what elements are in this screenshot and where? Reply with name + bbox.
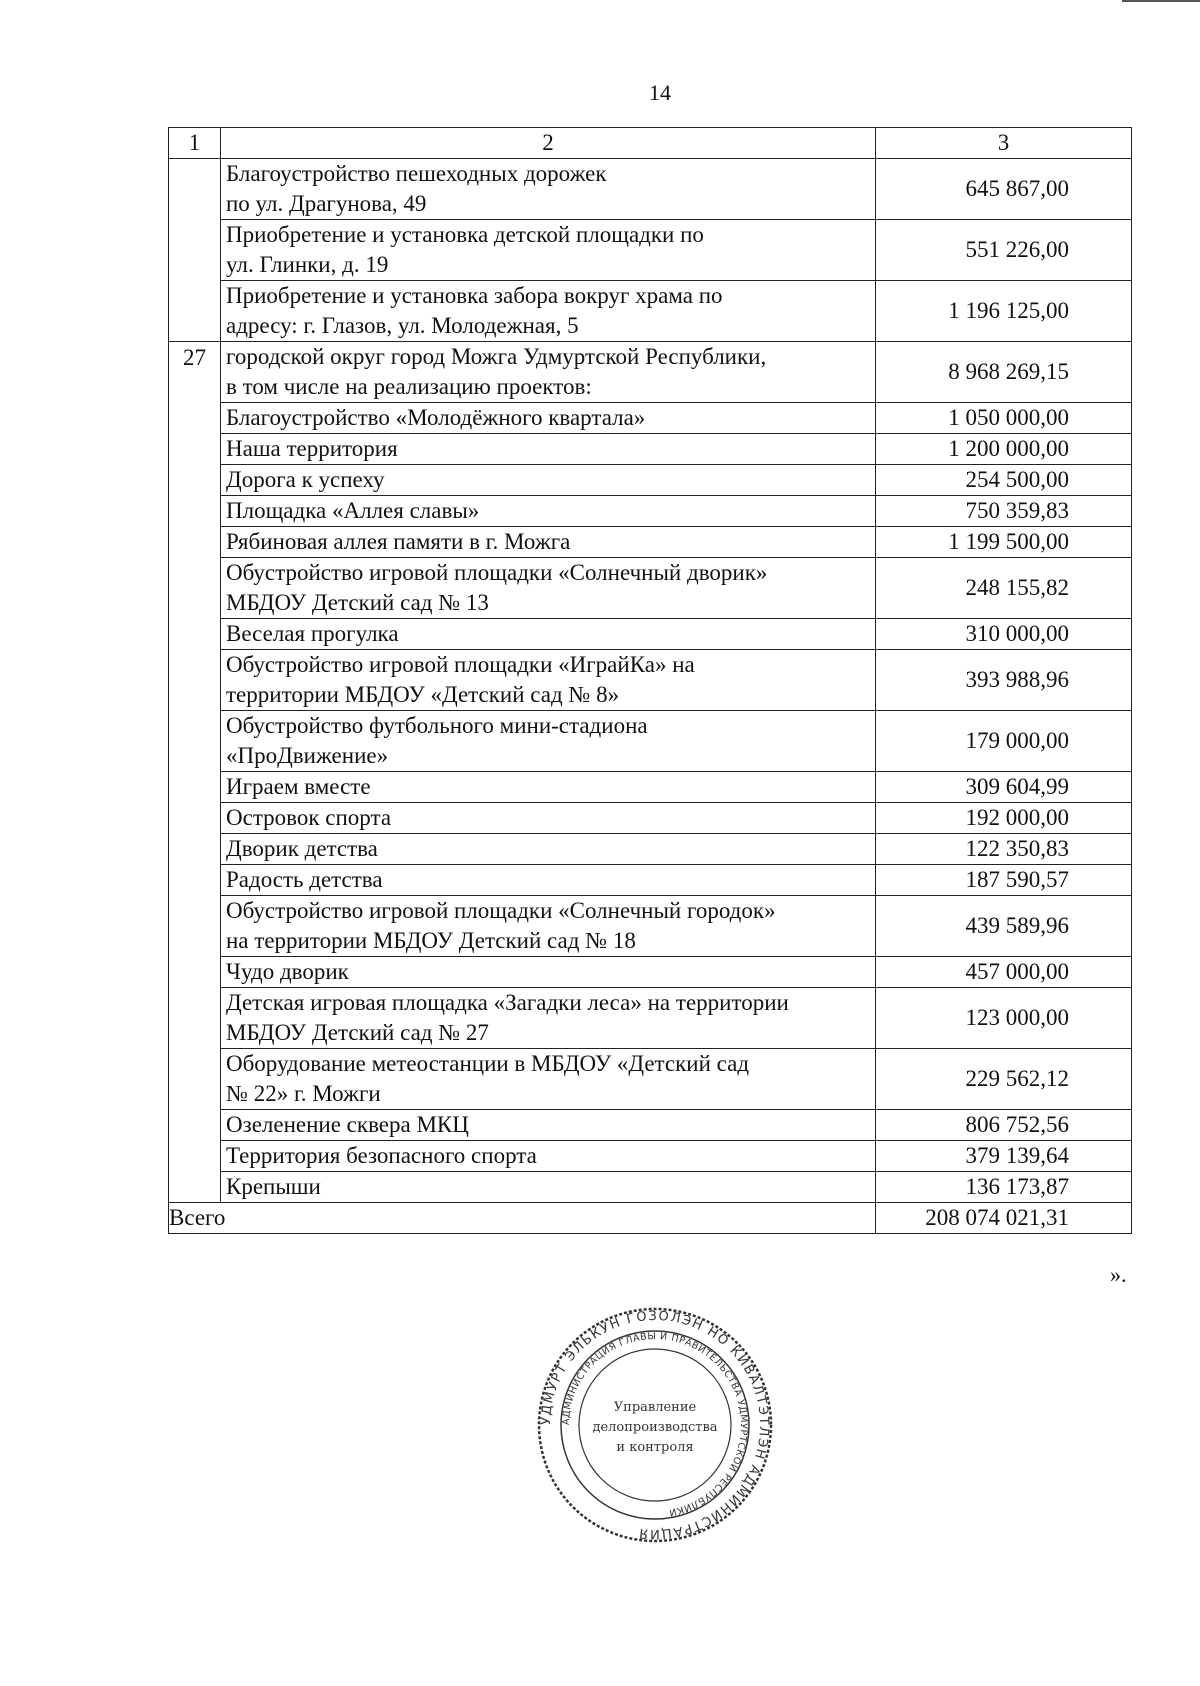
row-amount: 248 155,82 xyxy=(876,558,1132,619)
row-name-line: Крепыши xyxy=(226,1174,321,1199)
table-row xyxy=(169,896,1132,957)
row-name xyxy=(221,558,876,619)
table-row xyxy=(169,434,1132,465)
table-row xyxy=(169,465,1132,496)
row-name-line: в том числе на реализацию проектов: xyxy=(226,374,592,399)
row-name xyxy=(221,1049,876,1110)
row-number xyxy=(169,957,221,988)
row-name xyxy=(221,988,876,1049)
row-number xyxy=(169,1172,221,1203)
row-name-line: «ПроДвижение» xyxy=(226,743,389,768)
row-name xyxy=(221,403,876,434)
row-amount: 393 988,96 xyxy=(876,650,1132,711)
row-name xyxy=(221,772,876,803)
row-name-line: Площадка «Аллея славы» xyxy=(226,498,480,523)
row-name xyxy=(221,281,876,342)
row-amount: 187 590,57 xyxy=(876,865,1132,896)
row-number xyxy=(169,220,221,281)
seal-center-line-3: и контроля xyxy=(616,1440,694,1455)
page-number: 14 xyxy=(649,80,671,105)
row-amount: 310 000,00 xyxy=(876,619,1132,650)
row-name-line: Дорога к успеху xyxy=(226,467,385,492)
row-number xyxy=(169,1141,221,1172)
table-row xyxy=(169,1172,1132,1203)
row-name xyxy=(221,896,876,957)
row-name-line: Территория безопасного спорта xyxy=(226,1143,537,1168)
row-name xyxy=(221,342,876,403)
row-name-line: городской округ город Можга Удмуртской Республики, xyxy=(226,344,767,369)
row-name-line: Наша территория xyxy=(226,436,398,461)
row-name-line: Обустройство игровой площадки «ИграйКа» на xyxy=(226,652,695,677)
row-name xyxy=(221,434,876,465)
table-row xyxy=(169,834,1132,865)
table-row xyxy=(169,527,1132,558)
row-number xyxy=(169,834,221,865)
row-name-line: МБДОУ Детский сад № 27 xyxy=(226,1020,489,1045)
row-amount: 1 199 500,00 xyxy=(876,527,1132,558)
row-number xyxy=(169,711,221,772)
projects-table xyxy=(168,127,1132,1234)
table-row xyxy=(169,957,1132,988)
row-amount: 806 752,56 xyxy=(876,1110,1132,1141)
row-name xyxy=(221,803,876,834)
row-number xyxy=(169,1110,221,1141)
table-row xyxy=(169,865,1132,896)
row-name-line: Обустройство футбольного мини-стадиона xyxy=(226,713,648,738)
row-name-line: Приобретение и установка детской площадки по xyxy=(226,222,704,247)
table-row xyxy=(169,1049,1132,1110)
table-body xyxy=(169,128,1132,1234)
row-amount: 750 359,83 xyxy=(876,496,1132,527)
row-number xyxy=(169,403,221,434)
row-name xyxy=(221,650,876,711)
top-edge-rule xyxy=(1122,0,1200,2)
row-amount: 1 200 000,00 xyxy=(876,434,1132,465)
row-name-line: МБДОУ Детский сад № 13 xyxy=(226,590,489,615)
row-name xyxy=(221,220,876,281)
row-name-line: Чудо дворик xyxy=(226,959,349,984)
header-col-3: 3 xyxy=(876,128,1132,159)
row-name-line: Рябиновая аллея памяти в г. Можга xyxy=(226,529,571,554)
row-number xyxy=(169,434,221,465)
row-amount: 192 000,00 xyxy=(876,803,1132,834)
table-row xyxy=(169,342,1132,403)
row-number xyxy=(169,988,221,1049)
row-amount: 229 562,12 xyxy=(876,1049,1132,1110)
closing-quote: ». xyxy=(1110,1262,1127,1287)
total-label: Всего xyxy=(169,1203,876,1234)
row-name-line: Оборудование метеостанции в МБДОУ «Детский сад xyxy=(226,1051,750,1076)
seal-outer-text: УДМУРТ ЭЛЬКУН ГОЗОЛЭН НО КИВАЛТЭТЛЭН АДМИНИСТРАЦИЯ xyxy=(538,1308,772,1542)
row-amount: 123 000,00 xyxy=(876,988,1132,1049)
table-row xyxy=(169,988,1132,1049)
row-name xyxy=(221,527,876,558)
row-name-line: Благоустройство «Молодёжного квартала» xyxy=(226,405,646,430)
table-row xyxy=(169,220,1132,281)
row-number xyxy=(169,159,221,220)
row-name-line: Дворик детства xyxy=(226,836,378,861)
row-number xyxy=(169,558,221,619)
row-number xyxy=(169,527,221,558)
row-name-line: Веселая прогулка xyxy=(226,621,399,646)
table-row xyxy=(169,711,1132,772)
row-name-line: Детская игровая площадка «Загадки леса» на территории xyxy=(226,990,789,1015)
table-row xyxy=(169,803,1132,834)
table-row xyxy=(169,1110,1132,1141)
row-amount: 439 589,96 xyxy=(876,896,1132,957)
row-name-line: на территории МБДОУ Детский сад № 18 xyxy=(226,928,636,953)
row-name xyxy=(221,1110,876,1141)
row-amount: 254 500,00 xyxy=(876,465,1132,496)
header-col-2: 2 xyxy=(221,128,876,159)
table-row xyxy=(169,1141,1132,1172)
row-number xyxy=(169,803,221,834)
row-amount: 136 173,87 xyxy=(876,1172,1132,1203)
row-amount: 551 226,00 xyxy=(876,220,1132,281)
row-number: 27 xyxy=(169,342,221,403)
row-name xyxy=(221,159,876,220)
row-amount: 645 867,00 xyxy=(876,159,1132,220)
row-name xyxy=(221,834,876,865)
row-name xyxy=(221,465,876,496)
row-name-line: Играем вместе xyxy=(226,774,371,799)
table-row xyxy=(169,650,1132,711)
row-number xyxy=(169,496,221,527)
total-row xyxy=(169,1203,1132,1234)
row-amount: 1 050 000,00 xyxy=(876,403,1132,434)
row-amount: 8 968 269,15 xyxy=(876,342,1132,403)
table-row xyxy=(169,496,1132,527)
row-name-line: адресу: г. Глазов, ул. Молодежная, 5 xyxy=(226,313,579,338)
row-amount: 309 604,99 xyxy=(876,772,1132,803)
row-name-line: Радость детства xyxy=(226,867,383,892)
table-row xyxy=(169,403,1132,434)
row-amount: 457 000,00 xyxy=(876,957,1132,988)
row-name xyxy=(221,711,876,772)
header-col-1: 1 xyxy=(169,128,221,159)
table-row xyxy=(169,281,1132,342)
row-name xyxy=(221,865,876,896)
row-amount: 379 139,64 xyxy=(876,1141,1132,1172)
row-name xyxy=(221,619,876,650)
row-name-line: № 22» г. Можги xyxy=(226,1081,381,1106)
row-amount: 122 350,83 xyxy=(876,834,1132,865)
row-name-line: Озеленение сквера МКЦ xyxy=(226,1112,469,1137)
row-name-line: по ул. Драгунова, 49 xyxy=(226,191,427,216)
table-header-row xyxy=(169,128,1132,159)
row-name-line: Обустройство игровой площадки «Солнечный городок» xyxy=(226,898,776,923)
row-name-line: Островок спорта xyxy=(226,805,392,830)
table-row xyxy=(169,772,1132,803)
row-number xyxy=(169,619,221,650)
row-name xyxy=(221,957,876,988)
row-amount: 179 000,00 xyxy=(876,711,1132,772)
row-number xyxy=(169,465,221,496)
row-amount: 1 196 125,00 xyxy=(876,281,1132,342)
row-name-line: Обустройство игровой площадки «Солнечный дворик» xyxy=(226,560,768,585)
row-number xyxy=(169,896,221,957)
row-number xyxy=(169,650,221,711)
row-number xyxy=(169,772,221,803)
total-amount: 208 074 021,31 xyxy=(876,1203,1132,1234)
table-row xyxy=(169,159,1132,220)
row-name xyxy=(221,496,876,527)
seal-center-line-2: делопроизводства xyxy=(592,1420,718,1435)
table-row xyxy=(169,619,1132,650)
row-name-line: Благоустройство пешеходных дорожек xyxy=(226,161,607,186)
seal-inner-text: АДМИНИСТРАЦИЯ ГЛАВЫ И ПРАВИТЕЛЬСТВА УДМУРТСКОЙ РЕСПУБЛИКИ xyxy=(560,1330,750,1518)
official-seal xyxy=(535,1305,775,1545)
seal-center-line-1: Управление xyxy=(613,1400,697,1415)
row-number xyxy=(169,1049,221,1110)
row-name-line: территории МБДОУ «Детский сад № 8» xyxy=(226,682,620,707)
row-name xyxy=(221,1141,876,1172)
row-name xyxy=(221,1172,876,1203)
table-row xyxy=(169,558,1132,619)
row-number xyxy=(169,865,221,896)
row-name-line: ул. Глинки, д. 19 xyxy=(226,252,389,277)
row-name-line: Приобретение и установка забора вокруг храма по xyxy=(226,283,723,308)
row-number xyxy=(169,281,221,342)
